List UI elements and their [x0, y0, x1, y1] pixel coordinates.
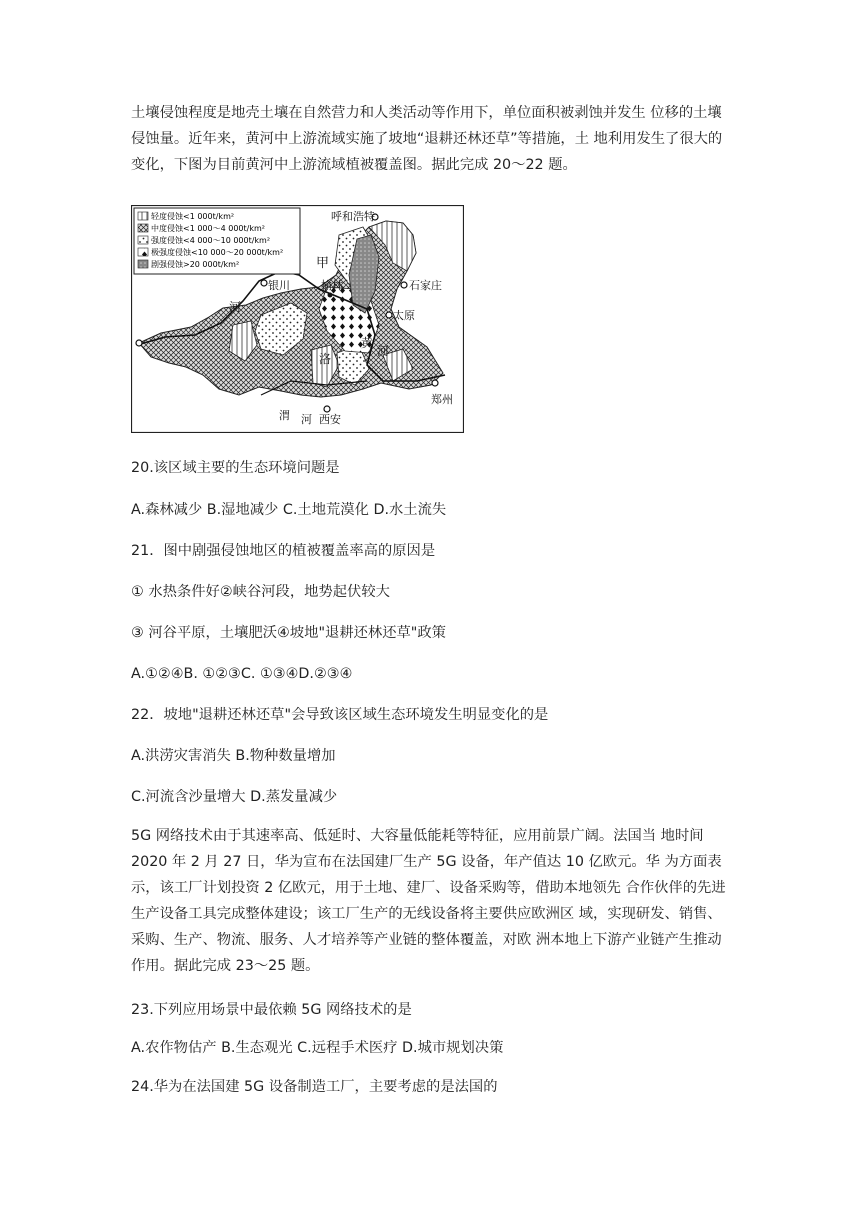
city-yinchuan-marker [261, 280, 267, 286]
intro-paragraph: 土壤侵蚀程度是地壳土壤在自然营力和人类活动等作用下，单位面积被剥蚀并发生 位移的土壤侵蚀量。近年来，黄河中上游流域实施了坡地“退耕还林还草”等措施，土 地利用发生了很大的变化，下图为目前黄河中上游流域植被覆盖图。据此完成 20～22 题。 [131, 105, 723, 173]
q24-stem: 24.华为在法国建 5G 设备制造工厂，主要考虑的是法国的 [131, 1079, 498, 1095]
legend-light: 轻度侵蚀<1 000t/km² [151, 212, 235, 221]
legend-xstrong: 极强度侵蚀<10 000～20 000t/km² [151, 248, 284, 257]
label-yulin: 榆林 [321, 279, 343, 292]
q21-stem: 21．图中剧强侵蚀地区的植被覆盖率高的原因是 [131, 543, 436, 559]
q22-stem: 22．坡地"退耕还林还草"会导致该区域生态环境发生明显变化的是 [131, 707, 549, 723]
q21-line1: ① 水热条件好②峡谷河段，地势起伏较大 [131, 584, 390, 600]
city-west-marker [136, 340, 142, 346]
q23-options: A.农作物估产 B.生态观光 C.远程手术医疗 D.城市规划决策 [131, 1040, 504, 1056]
q23-stem: 23.下列应用场景中最依赖 5G 网络技术的是 [131, 1002, 412, 1018]
label-wei-he: 河 [301, 413, 312, 426]
q21-options: A.①②④B. ①②③C. ①③④D.②③④ [131, 666, 353, 682]
label-huang: 黄 [361, 336, 374, 350]
erosion-map [131, 205, 464, 433]
city-shijiazhuang-marker [401, 282, 407, 288]
legend-strong: 强度侵蚀<4 000～10 000t/km² [151, 236, 271, 245]
label-huhehaote: 呼和浩特 [331, 210, 375, 223]
legend-moderate: 中度侵蚀<1 000～4 000t/km² [151, 224, 265, 233]
label-wei: 渭 [279, 409, 290, 422]
passage-5g: 5G 网络技术由于其速率高、低延时、大容量低能耗等特征，应用前景广阔。法国当 地时间 2020 年 2 月 27 日，华为宣布在法国建厂生产 5G 设备，年产值达 10 亿欧元。华 为方面表示，该工厂计划投资 2 亿欧元，用于土地、建厂、设备采购等，借助本地领先 合作伙伴的先进生产设备工具完成整体建设；该工厂生产的无线设备将主要供应欧洲区 域，实现研发、销售、采购、生产、物流、服务、人才培养等产业链的整体覆盖，对欧 洲本地上下游产业链产生推动作用。据此完成 23～25 题。 [131, 828, 726, 974]
city-xian-marker [324, 406, 330, 412]
city-zhengzhou-marker [432, 380, 438, 386]
label-yinchuan: 银川 [268, 279, 290, 292]
q22-line1: A.洪涝灾害消失 B.物种数量增加 [131, 748, 336, 764]
q21-line2: ③ 河谷平原，土壤肥沃④坡地"退耕还林还草"政策 [131, 625, 446, 641]
city-yulin-marker [328, 293, 333, 298]
label-shijiazhuang: 石家庄 [409, 279, 442, 292]
q20-stem: 20.该区域主要的生态环境问题是 [131, 460, 340, 476]
q22-line2: C.河流含沙量增大 D.蒸发量减少 [131, 789, 338, 805]
label-luo: 洛 [319, 352, 332, 366]
city-taiyuan-marker [386, 312, 392, 318]
legend-severe: 剧强侵蚀>20 000t/km² [151, 260, 240, 269]
label-xian: 西安 [319, 413, 341, 426]
label-taiyuan: 太原 [393, 309, 415, 322]
map-legend [134, 208, 300, 274]
label-jia: 甲 [316, 256, 330, 271]
label-he: 河 [229, 300, 242, 314]
q20-options: A.森林减少 B.湿地减少 C.土地荒漠化 D.水土流失 [131, 502, 447, 518]
label-zhengzhou: 郑州 [431, 393, 453, 406]
label-he2: 河 [377, 344, 390, 358]
